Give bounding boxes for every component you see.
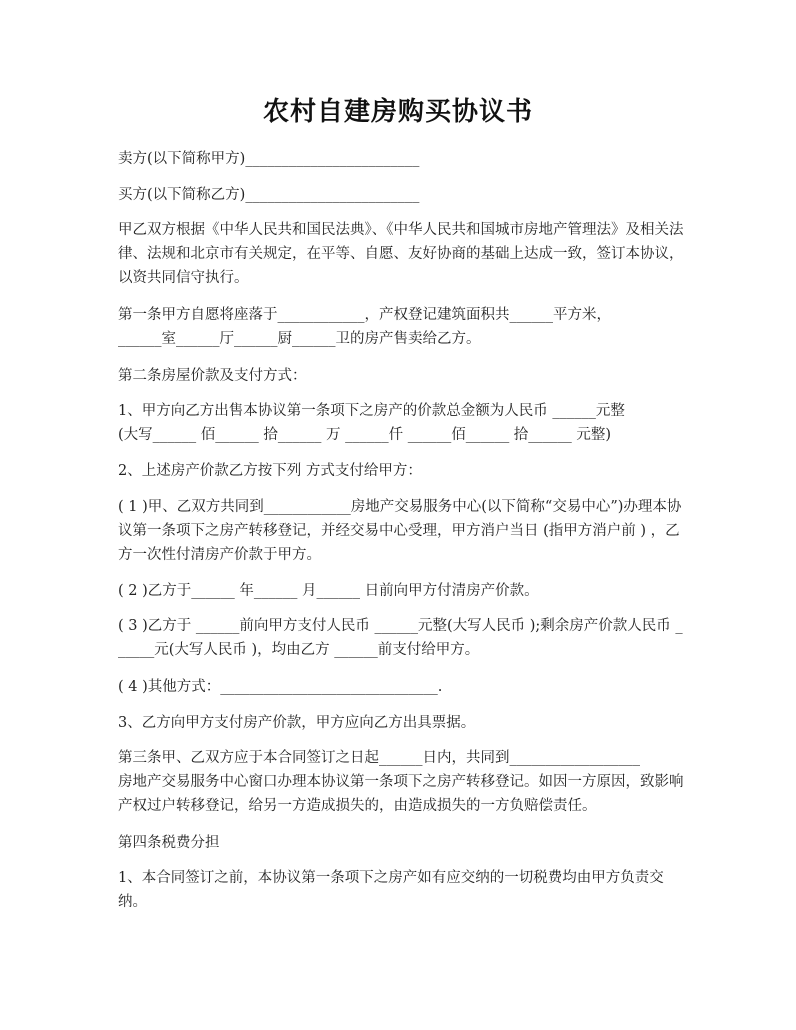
article-1-paragraph: 第一条甲方自愿将座落于____________，产权登记建筑面积共______平方米， ______室______厅______厨______卫的房产售卖给乙方。 <box>118 307 611 347</box>
article-2-item-2: 2、上述房产价款乙方按下列 方式支付给甲方： <box>118 463 422 479</box>
payment-method-1: ( 1 )甲、乙双方共同到____________房地产交易服务中心(以下简称“交易中心”)办理本协议第一条项下之房产转移登记，并经交易中心受理，甲方消户当日 (指甲方消户前 ) ，乙方一次性付清房产价款于甲方。 <box>118 499 682 563</box>
payment-method-2: ( 2 )乙方于______ 年______ 月______ 日前向甲方付清房产价款。 <box>118 583 539 599</box>
seller-line: 卖方(以下简称甲方)________________________ <box>118 151 420 167</box>
preamble-paragraph: 甲乙双方根据《中华人民共和国民法典》、《中华人民共和国城市房地产管理法》及相关法律、法规和北京市有关规定，在平等、自愿、友好协商的基础上达成一致，签订本协议，以资共同信守执行。 <box>118 222 684 286</box>
payment-method-3: ( 3 )乙方于 ______前向甲方支付人民币 ______元整(大写人民币 );剩余房产价款人民币 ______元(大写人民币 )，均由乙方 ______前支付给甲方。 <box>118 618 683 658</box>
document-title: 农村自建房购买协议书 <box>262 97 533 127</box>
article-3-paragraph: 第三条甲、乙双方应于本合同签订之日起______日内，共同到__________________ 房地产交易服务中心窗口办理本协议第一条项下之房产转移登记。如因一方原因，致影响产权过户转移登记，给另一方造成损失的，由造成损失的一方负赔偿责任。 <box>118 750 684 814</box>
article-2-heading: 第二条房屋价款及支付方式： <box>118 368 307 384</box>
payment-method-4: ( 4 )其他方式：______________________________. <box>118 679 443 695</box>
article-2-item-1: 1、甲方向乙方出售本协议第一条项下之房产的价款总金额为人民币 ______元整 (大写______ 佰______ 拾______ 万 ______仟 ______佰______ 拾______ 元整) <box>118 403 625 443</box>
article-4-item-1: 1、本合同签订之前，本协议第一条项下之房产如有应交纳的一切税费均由甲方负责交纳。 <box>118 870 664 910</box>
buyer-line: 买方(以下简称乙方)________________________ <box>118 187 420 203</box>
article-4-heading: 第四条税费分担 <box>118 835 220 851</box>
article-2-item-3: 3、乙方向甲方支付房产价款，甲方应向乙方出具票据。 <box>118 715 476 731</box>
